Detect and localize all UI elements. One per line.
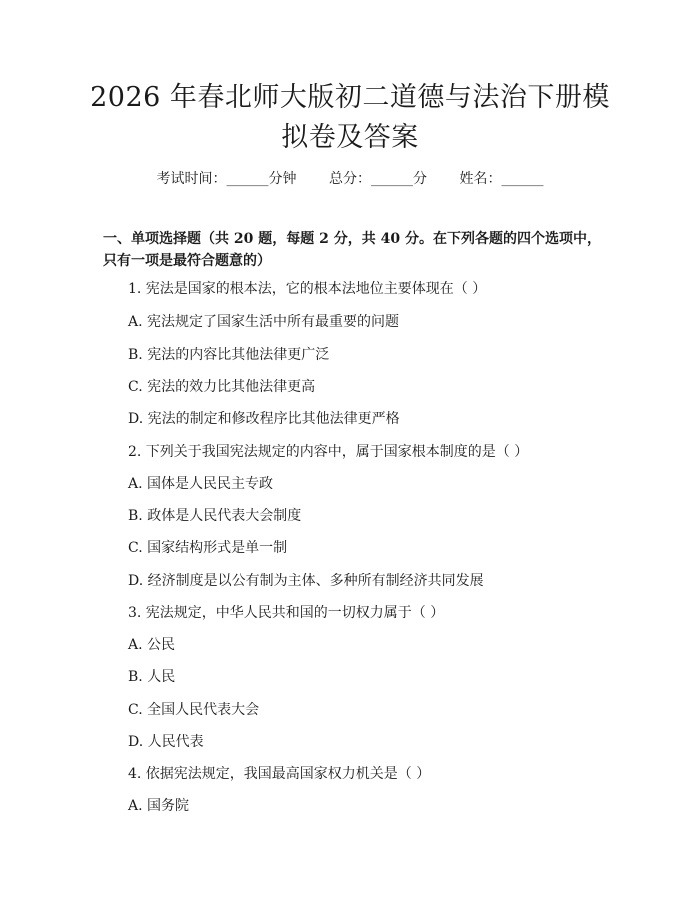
q1-option-a: A. 宪法规定了国家生活中所有最重要的问题 [128,314,400,330]
q3-option-a: A. 公民 [128,637,176,653]
q1-option-d: D. 宪法的制定和修改程序比其他法律更严格 [128,411,400,427]
q1-option-b: B. 宪法的内容比其他法律更广泛 [128,347,330,363]
question-1: 1. 宪法是国家的根本法，它的根本法地位主要体现在（ ） [128,281,487,297]
q2-option-b: B. 政体是人民代表大会制度 [128,508,302,524]
total-score-field: 总分：______分 [329,171,427,187]
q2-option-c: C. 国家结构形式是单一制 [128,540,288,556]
q4-option-a: A. 国务院 [128,798,190,814]
q3-option-b: B. 人民 [128,669,176,685]
document-title: 2026 年春北师大版初二道德与法治下册模拟卷及答案 [90,82,610,153]
q3-option-d: D. 人民代表 [128,734,204,750]
question-3: 3. 宪法规定，中华人民共和国的一切权力属于（ ） [128,605,445,621]
name-field: 姓名：______ [459,171,544,187]
q2-option-a: A. 国体是人民民主专政 [128,476,274,492]
exam-time-field: 考试时间：______分钟 [156,171,297,187]
question-2: 2. 下列关于我国宪法规定的内容中，属于国家根本制度的是（ ） [128,444,529,460]
q3-option-c: C. 全国人民代表大会 [128,702,260,718]
exam-meta [0,168,700,188]
question-4: 4. 依据宪法规定，我国最高国家权力机关是（ ） [128,766,431,782]
q1-option-c: C. 宪法的效力比其他法律更高 [128,379,316,395]
section-header: 一、单项选择题（共 20 题，每题 2 分，共 40 分。在下列各题的四个选项中，只有一项是最符合题意的） [103,231,601,269]
q2-option-d: D. 经济制度是以公有制为主体、多种所有制经济共同发展 [128,573,484,589]
